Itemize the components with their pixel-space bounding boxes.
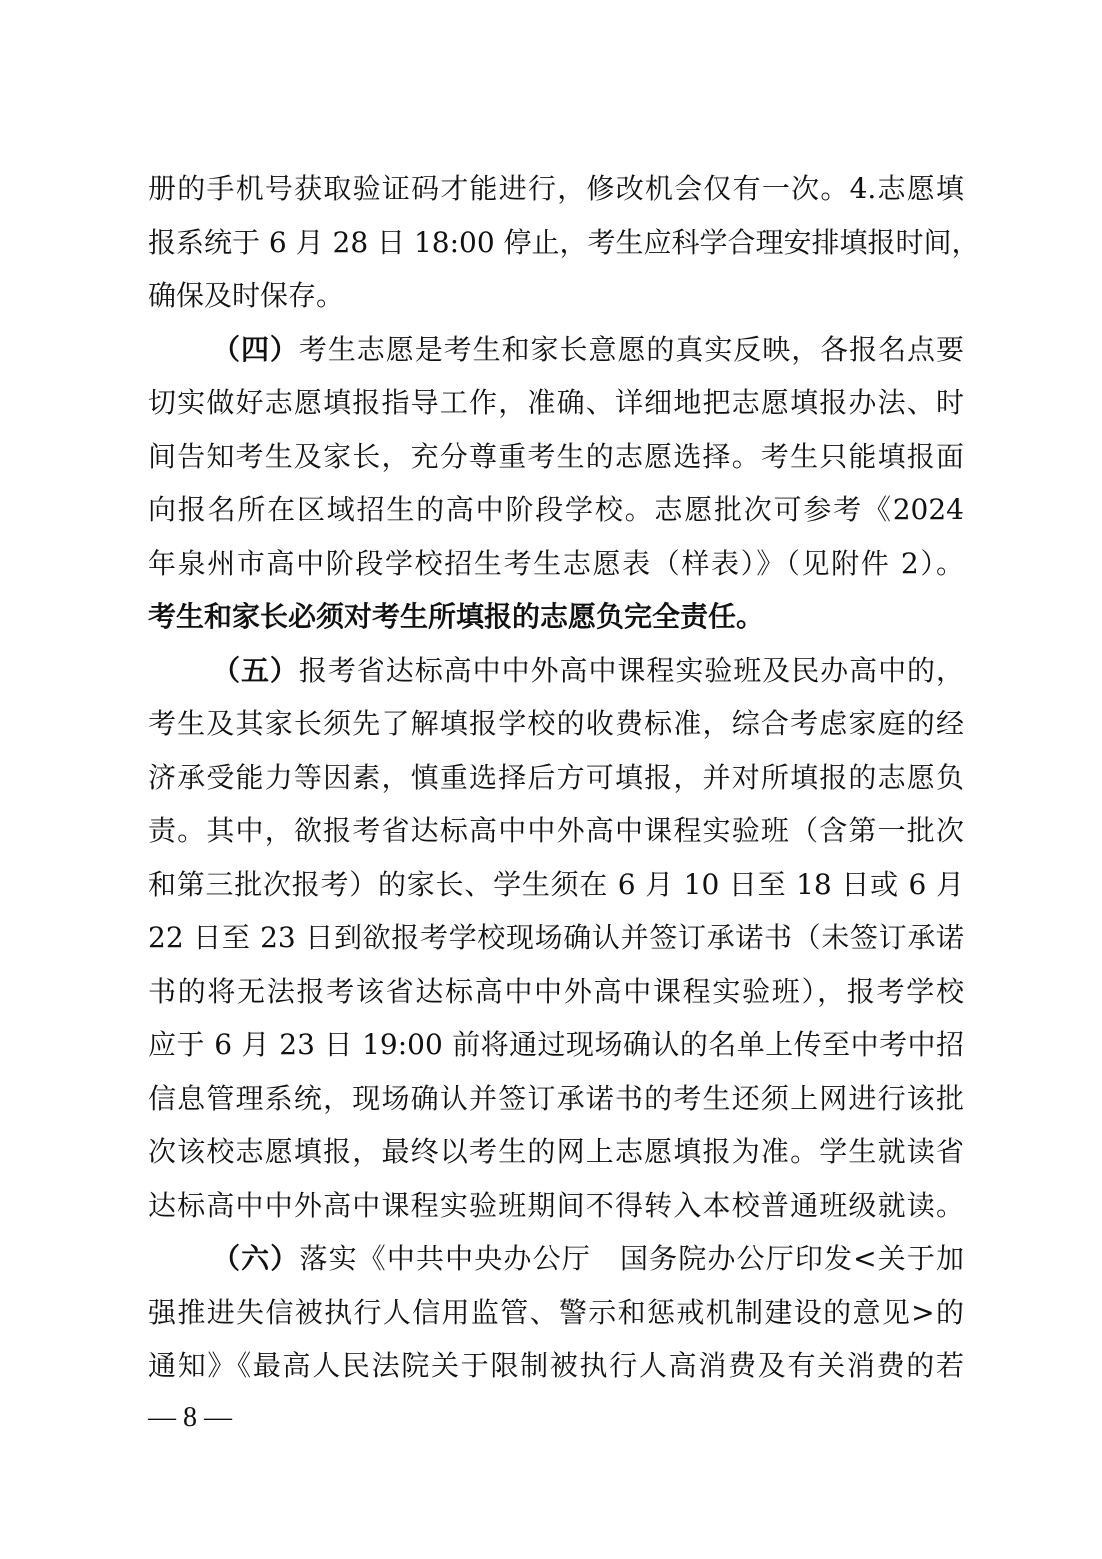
text-line: 应于 6 月 23 日 19:00 前将通过现场确认的名单上传至中考中招 [148, 1028, 964, 1061]
document-body [148, 162, 980, 1393]
text-line: 强推进失信被执行人信用监管、警示和惩戒机制建设的意见>的 [148, 1295, 964, 1329]
text-line: 确保及时保存。 [148, 279, 345, 312]
text-line: 年泉州市高中阶段学校招生考生志愿表（样表）》（见附件 2）。 [148, 546, 964, 580]
text-span: 考生志愿是考生和家长意愿的真实反映，各报名点要 [298, 332, 964, 366]
text-line: 责。其中，欲报考省达标高中中外高中课程实验班（含第一批次 [148, 814, 964, 847]
text-line: 书的将无法报考该省达标高中中外高中课程实验班），报考学校 [148, 974, 964, 1008]
text-line: 达标高中中外高中课程实验班期间不得转入本校普通班级就读。 [148, 1188, 964, 1222]
text-line: 册的手机号获取验证码才能进行，修改机会仅有一次。4.志愿填 [148, 172, 964, 205]
text-line: 通知》《最高人民法院关于限制被执行人高消费及有关消费的若 [148, 1349, 964, 1382]
text-span: 报考省达标高中中外高中课程实验班及民办高中的， [298, 653, 964, 687]
text-line: 向报名所在区域招生的高中阶段学校。志愿批次可参考《2024 [148, 493, 964, 526]
paragraph-4-first-line [148, 323, 964, 377]
text-line: 22 日至 23 日到欲报考学校现场确认并签订承诺书（未签订承诺 [148, 921, 964, 954]
text-line: 次该校志愿填报，最终以考生的网上志愿填报为准。学生就读省 [148, 1135, 964, 1168]
text-line: 和第三批次报考）的家长、学生须在 6 月 10 日至 18 日或 6 月 [148, 867, 964, 901]
section-label-4: （四） [212, 332, 299, 366]
text-line: 济承受能力等因素，慎重选择后方可填报，并对所填报的志愿负 [148, 760, 964, 794]
text-line: 考生及其家长须先了解填报学校的收费标准，综合考虑家庭的经 [148, 707, 964, 740]
text-span: 落实《中共中央办公厅 国务院办公厅印发<关于加 [299, 1242, 964, 1275]
text-line: 切实做好志愿填报指导工作，准确、详细地把志愿填报办法、时 [148, 386, 964, 419]
text-line: 信息管理系统，现场确认并签订承诺书的考生还须上网进行该批 [148, 1081, 964, 1115]
emphasis-line: 考生和家长必须对考生所填报的志愿负完全责任。 [148, 600, 765, 633]
section-label-5: （五） [212, 653, 299, 687]
section-label-6: （六） [212, 1242, 300, 1275]
paragraph-6-first-line [148, 1232, 964, 1286]
text-line: 间告知考生及家长，充分尊重考生的志愿选择。考生只能填报面 [148, 439, 964, 473]
paragraph-5-first-line [148, 644, 964, 698]
page-number: — 8 — [148, 1402, 232, 1433]
text-line: 报系统于 6 月 28 日 18:00 停止，考生应科学合理安排填报时间， [148, 225, 980, 259]
